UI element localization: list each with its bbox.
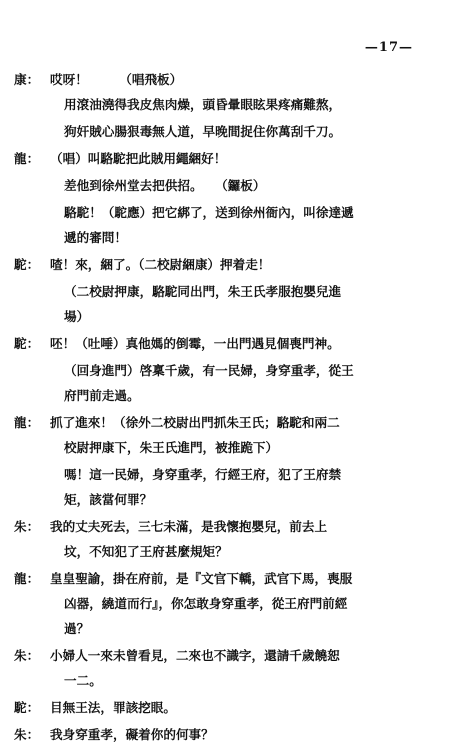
line-text: 抓了進來！（徐外二校尉出門抓朱王氏；駱駝和兩二 <box>50 415 340 430</box>
speaker-label: 朱： <box>14 727 40 742</box>
line-text: 目無王法，罪該挖眼。 <box>50 700 176 715</box>
speaker-label: 龍： <box>14 151 40 166</box>
line-text: 一二。 <box>64 673 102 688</box>
speaker-label: 龍： <box>14 571 40 586</box>
dialogue-line <box>14 648 434 663</box>
line-text: 狗奸賊心腸狠毒無人道，早晚間捉住你萬刮千刀。 <box>64 124 342 139</box>
page-number: —17— <box>364 40 413 55</box>
dialogue-line <box>14 467 434 482</box>
line-text: 過？ <box>64 621 90 636</box>
dialogue-line <box>14 72 434 87</box>
dialogue-line <box>14 519 434 534</box>
dialogue-line <box>14 440 434 455</box>
line-text: 凶器，繞道而行』，你怎敢身穿重孝，從王府門前經 <box>64 596 348 611</box>
line-text: 小婦人一來未曾看見，二來也不識字，還請千歲饒恕 <box>50 648 340 663</box>
line-text: 差他到徐州堂去把供招。 （鑼板） <box>64 178 266 193</box>
speaker-label: 朱： <box>14 648 40 663</box>
line-text: 校尉押康下，朱王氏進門，被推跪下） <box>64 440 279 455</box>
dialogue-line <box>14 596 434 611</box>
dialogue-line <box>14 388 434 403</box>
dialogue-line <box>14 97 434 112</box>
line-text: （二校尉押康，駱駝同出門，朱王氏孝服抱嬰兒進 <box>64 284 342 299</box>
dialogue-line <box>14 415 434 430</box>
line-text: 遞的審問！ <box>64 230 127 245</box>
line-text: 我的丈夫死去，三七未滿，是我懷抱嬰兒，前去上 <box>50 519 328 534</box>
script-body <box>14 72 434 742</box>
dialogue-line <box>14 257 434 272</box>
speaker-label: 康： <box>14 72 40 87</box>
dialogue-line <box>14 124 434 139</box>
speaker-label: 駝： <box>14 336 40 351</box>
dialogue-line <box>14 363 434 378</box>
dialogue-line <box>14 230 434 245</box>
line-text: 喳！來，綑了。（二校尉綑康）押着走！ <box>50 257 271 272</box>
line-text: 皇皇聖諭，掛在府前，是『文官下轎，武官下馬，喪服 <box>50 571 353 586</box>
line-text: 我身穿重孝，礙着你的何事？ <box>50 727 214 742</box>
line-text: 矩，該當何罪？ <box>64 492 153 507</box>
dialogue-line <box>14 621 434 636</box>
speaker-label: 朱： <box>14 519 40 534</box>
line-text: 嗎！這一民婦，身穿重孝，行經王府，犯了王府禁 <box>64 467 342 482</box>
line-text: 駱駝！（駝應）把它綁了，送到徐州衙內，叫徐達遞 <box>64 205 354 220</box>
line-text: 哎呀！ （唱飛板） <box>50 72 183 87</box>
dialogue-line <box>14 309 434 324</box>
line-text: 用滾油澆得我皮焦肉燥，頭昏暈眼眩果疼痛難熬， <box>64 97 342 112</box>
line-text: 府門前走過。 <box>64 388 140 403</box>
line-text: 呸！（吐唾）真他媽的倒霉，一出門遇見個喪門神。 <box>50 336 340 351</box>
dialogue-line <box>14 205 434 220</box>
speaker-label: 龍： <box>14 415 40 430</box>
dialogue-line <box>14 151 434 166</box>
line-text: （回身進門）啓稟千歲，有一民婦，身穿重孝，從王 <box>64 363 354 378</box>
dialogue-line <box>14 700 434 715</box>
dialogue-line <box>14 284 434 299</box>
speaker-label: 駝： <box>14 257 40 272</box>
line-text: 場） <box>64 309 90 324</box>
dialogue-line <box>14 727 434 742</box>
dialogue-line <box>14 336 434 351</box>
dialogue-line <box>14 492 434 507</box>
line-text: 坟，不知犯了王府甚麼規矩？ <box>64 544 228 559</box>
line-text: （唱）叫駱駝把此賊用繩綑好！ <box>50 151 227 166</box>
dialogue-line <box>14 544 434 559</box>
dialogue-line <box>14 673 434 688</box>
speaker-label: 駝： <box>14 700 40 715</box>
dialogue-line <box>14 178 434 193</box>
dialogue-line <box>14 571 434 586</box>
